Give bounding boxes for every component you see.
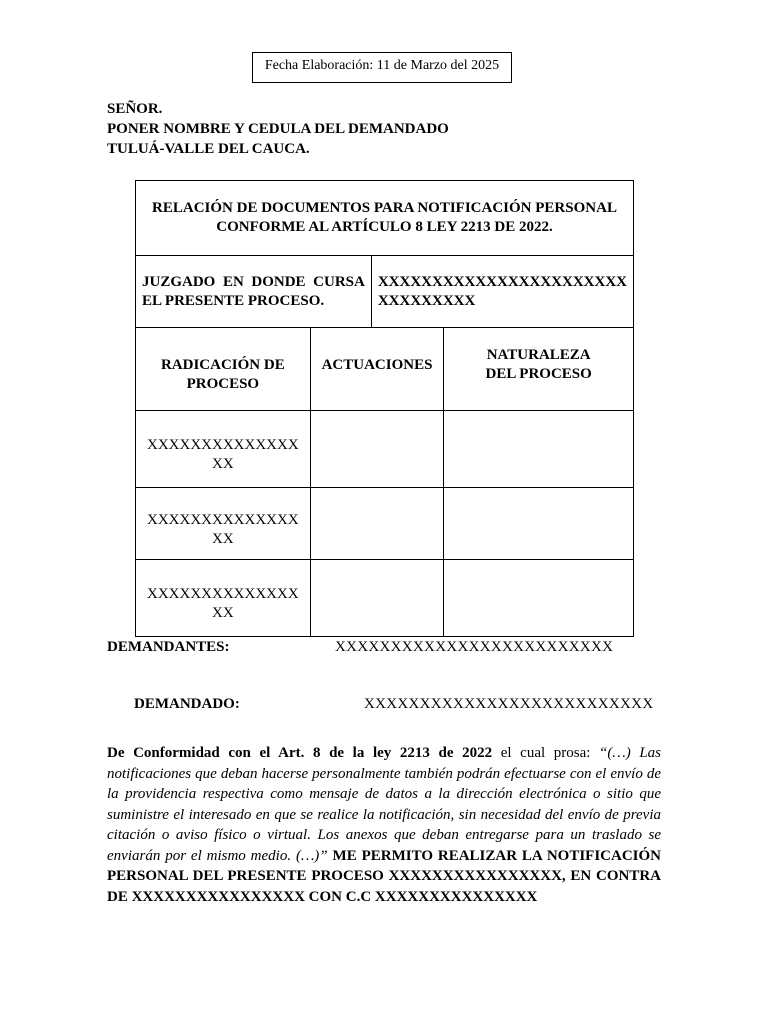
actuaciones-cell [310, 560, 444, 637]
actuaciones-cell [310, 488, 444, 560]
demandado-value: XXXXXXXXXXXXXXXXXXXXXXXXXX [364, 696, 654, 712]
table-row [136, 411, 634, 488]
paragraph-bold-closing: ME PERMITO REALIZAR LA NOTIFICACIÓN PERSONAL DEL PRESENTE PROCESO XXXXXXXXXXXXXXXX, EN CONTRA DE XXXXXXXXXXXXXXXX CON C.C XXXXXXXXXXXXXXX [107, 847, 661, 905]
paragraph-italic-quote: “(…) Las notificaciones que deban hacerse personalmente también podrán efectuarse con el envío de la providencia respectiva como mensaje de datos a la dirección electrónica o sitio que suministre el interesado en que se realice la notificación, sin necesidad del envío de previa citación o aviso físico o virtual. Los anexos que deban entregarse para un traslado se enviarán por el mismo medio. (…)” [107, 745, 662, 864]
demandado-label: DEMANDADO: [134, 696, 240, 712]
table-title-line-2: CONFORME AL ARTÍCULO 8 LEY 2213 DE 2022. [216, 219, 553, 235]
documents-table [135, 180, 634, 328]
radicacion-value: XXXXXXXXXXXXXX XX [147, 586, 299, 621]
paragraph-bold-intro: De Conformidad con el Art. 8 de la ley 2213 de 2022 [107, 745, 493, 761]
demandantes-label: DEMANDANTES: [107, 639, 230, 655]
notification-paragraph [107, 743, 661, 907]
table-row [136, 560, 634, 637]
court-value-cell [371, 256, 633, 328]
radicacion-cell [136, 411, 311, 488]
court-label-cell [136, 256, 372, 328]
court-value-line-2: XXXXXXXXX [377, 292, 476, 309]
addressee-block [107, 99, 449, 159]
date-label: Fecha Elaboración: 11 de Marzo del 2025 [264, 58, 500, 73]
date-box [252, 52, 512, 83]
radicacion-cell [136, 560, 311, 637]
column-header-actuaciones: ACTUACIONES [310, 328, 444, 411]
paragraph-normal-text: el cual prosa: [492, 745, 600, 761]
radicacion-cell [136, 488, 311, 560]
addressee-line-1: SEÑOR. [107, 101, 163, 117]
radicacion-value: XXXXXXXXXXXXXX XX [147, 511, 299, 547]
court-value-line-1: XXXXXXXXXXXXXXXXXXXXXXX [377, 273, 627, 290]
naturaleza-cell [444, 411, 634, 488]
table-row [136, 488, 634, 560]
addressee-line-3: TULUÁ-VALLE DEL CAUCA. [107, 141, 310, 157]
naturaleza-cell [444, 488, 634, 560]
naturaleza-cell [444, 560, 634, 637]
radicacion-value: XXXXXXXXXXXXXX XX [147, 437, 299, 472]
table-title-line-1: RELACIÓN DE DOCUMENTOS PARA NOTIFICACIÓN PERSONAL [152, 200, 617, 216]
court-label: JUZGADO EN DONDE CURSA EL PRESENTE PROCESO. [142, 273, 365, 309]
demandantes-value: XXXXXXXXXXXXXXXXXXXXXXXXX [335, 639, 614, 655]
addressee-line-2: PONER NOMBRE Y CEDULA DEL DEMANDADO [107, 121, 449, 137]
column-header-naturaleza: NATURALEZA DEL PROCESO [444, 328, 634, 411]
table-title [136, 181, 634, 256]
actuaciones-cell [310, 411, 444, 488]
column-header-radicacion: RADICACIÓN DE PROCESO [136, 328, 311, 411]
process-table [135, 327, 634, 637]
